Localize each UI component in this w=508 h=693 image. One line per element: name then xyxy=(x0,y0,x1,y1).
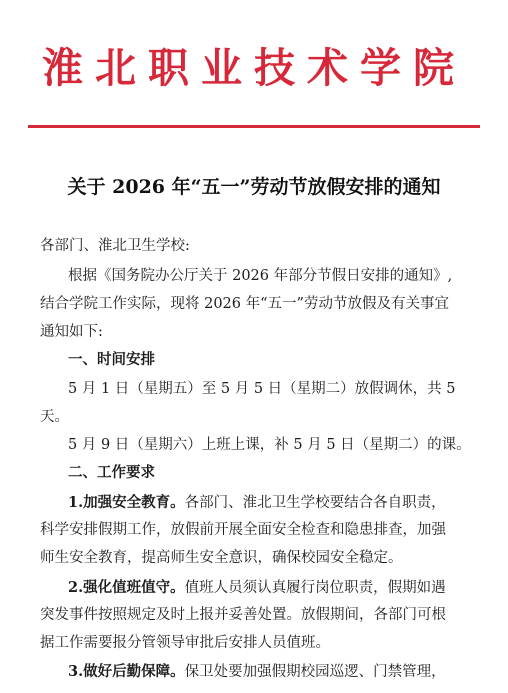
item2-label: 2.强化值班值守。 xyxy=(68,579,185,596)
item3-label: 3.做好后勤保障。 xyxy=(68,663,185,680)
item1-first-line xyxy=(68,492,446,514)
section1-line-2: 天。 xyxy=(40,409,69,425)
item3-first-line xyxy=(68,661,446,683)
header-red-rule xyxy=(28,125,480,128)
item2-line-3: 据工作需要报分管领导审批后安排人员值班。 xyxy=(40,635,330,651)
item2-line-2: 突发事件按照规定及时上报并妥善处置。放假期间，各部门可根 xyxy=(40,607,446,623)
item1-text-1: 各部门、淮北卫生学校要结合各自职责， xyxy=(184,495,446,511)
item1-line-2: 科学安排假期工作，放假前开展全面安全检查和隐患排查，加强 xyxy=(40,522,446,538)
item1-label: 1.加强安全教育。 xyxy=(68,494,185,511)
item1-line-3: 师生安全教育，提高师生安全意识，确保校园安全稳定。 xyxy=(40,550,403,566)
org-name-header: 淮北职业技术学院 xyxy=(42,44,466,92)
section2-heading: 二、工作要求 xyxy=(68,465,155,481)
item3-text-1: 保卫处要加强假期校园巡逻、门禁管理， xyxy=(184,664,446,680)
item2-first-line xyxy=(68,577,446,599)
intro-line-1: 根据《国务院办公厅关于 2026 年部分节假日安排的通知》, xyxy=(68,268,453,284)
item2-text-1: 值班人员须认真履行岗位职责，假期如遇 xyxy=(184,580,446,596)
salutation: 各部门、淮北卫生学校: xyxy=(40,238,190,254)
section1-heading: 一、时间安排 xyxy=(68,352,155,368)
section1-line-3: 5 月 9 日（星期六）上班上课，补 5 月 5 日（星期二）的课。 xyxy=(68,437,471,453)
intro-line-3: 通知如下: xyxy=(40,324,103,340)
section1-line-1: 5 月 1 日（星期五）至 5 月 5 日（星期二）放假调休，共 5 xyxy=(68,381,456,397)
intro-line-2: 结合学院工作实际，现将 2026 年“五一”劳动节放假及有关事宜 xyxy=(40,296,449,312)
notice-title: 关于 2026 年“五一”劳动节放假安排的通知 xyxy=(67,176,441,198)
